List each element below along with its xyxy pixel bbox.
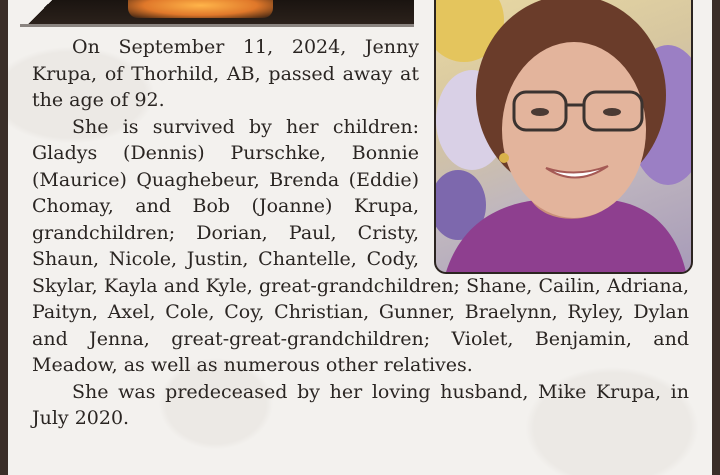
- right-border: [712, 0, 720, 475]
- paragraph-death-notice: On September 11, 2024, Jenny Krupa, of Thorhild, AB, passed away at the age of 92.: [32, 36, 419, 111]
- banner-corner: [20, 0, 60, 24]
- left-border: [0, 0, 8, 475]
- candle-banner-image: [20, 0, 414, 27]
- paragraph-survivors: She is survived by her children: Gladys (Dennis) Purschke, Bonnie (Maurice) Quaghebeur, Brenda (Eddie) Chomay, and Bob (Joanne) Krupa, grandchildren; Dorian, Paul, Cristy, Shaun, Nicole, Justin, Chantelle, Cody, Skylar, Kayla and Kyle, great-grandchildren; Shane, Cailin, Adriana, Paityn, Axel, Cole, Coy, Christian, Gunner, Braelynn, Ryley, Dylan and Jenna, great-great-grandchildren; Violet, Benjamin, and Meadow, as well as numerous other relatives.: [32, 115, 689, 376]
- obituary-text: [32, 34, 689, 432]
- candle-flame-icon: [128, 0, 273, 18]
- paragraph-predeceased: She was predeceased by her loving husband, Mike Krupa, in July 2020.: [32, 380, 689, 429]
